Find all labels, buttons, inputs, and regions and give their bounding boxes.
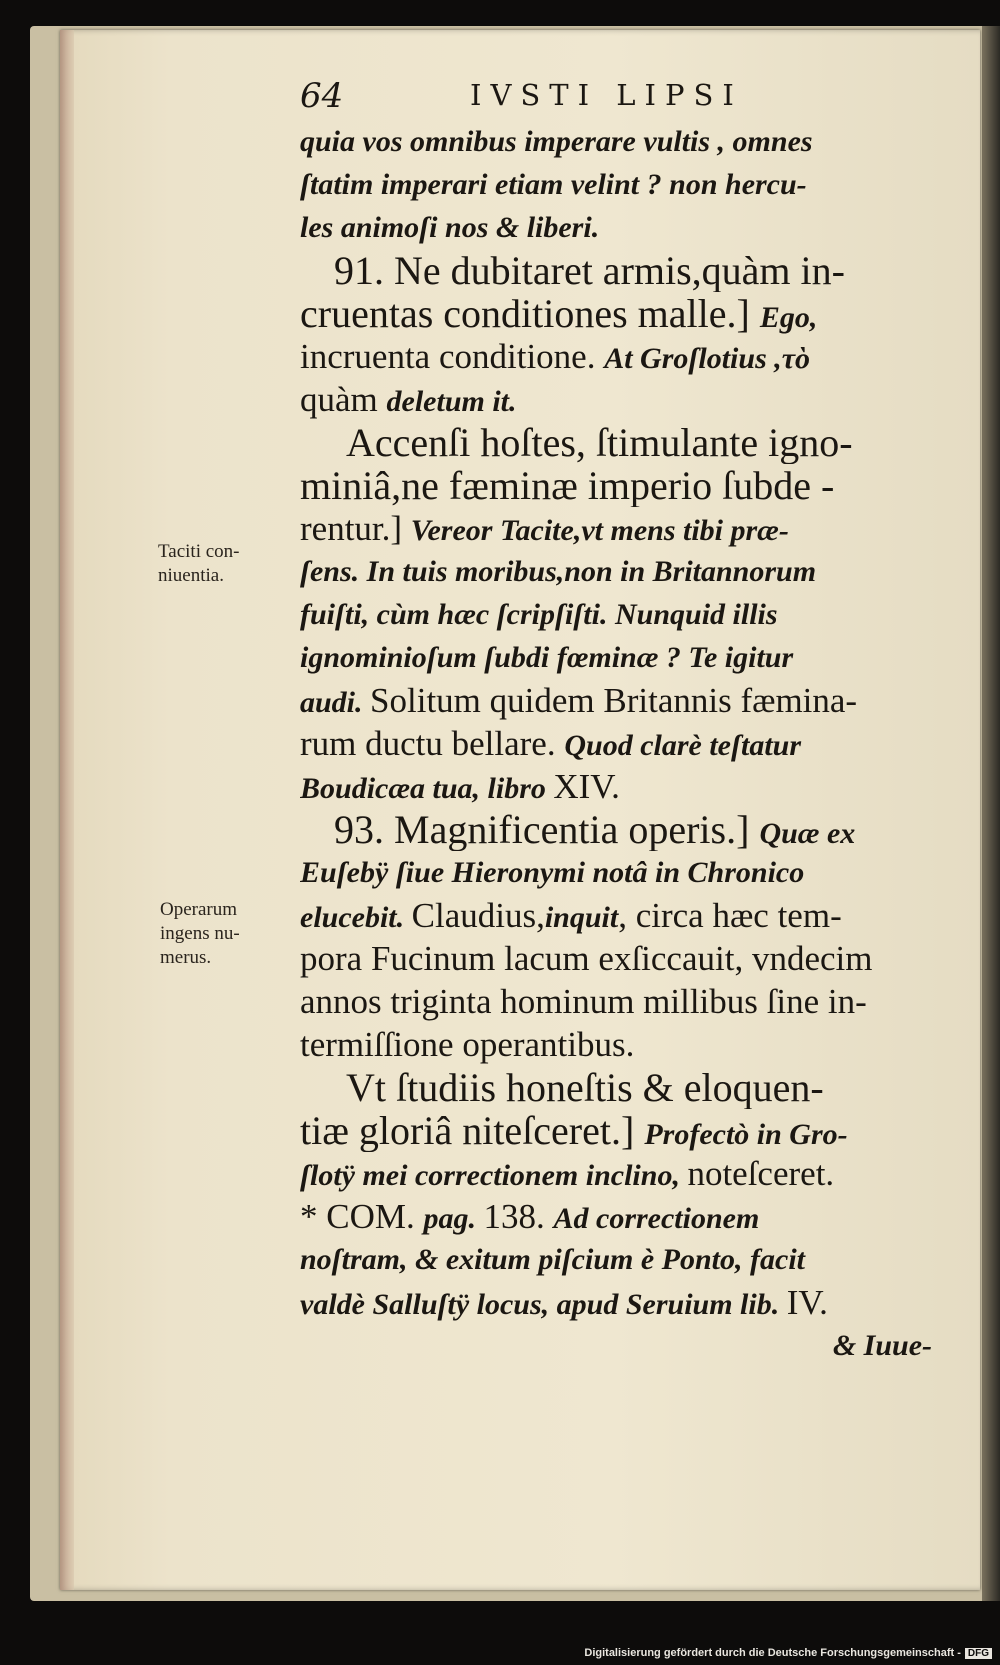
italic-text: Profectò in Gro- [644, 1118, 848, 1151]
roman-text: XIV. [553, 767, 620, 806]
margin-note-line: niuentia. [158, 565, 224, 586]
italic-text: ſens. In tuis moribus,non in Britannorum [300, 555, 817, 588]
body-text [300, 120, 932, 1367]
margin-note [160, 898, 240, 970]
text-line [300, 765, 932, 808]
text-line [300, 1324, 932, 1367]
text-line [300, 1281, 932, 1324]
text-line [300, 1152, 932, 1195]
margin-note [158, 540, 240, 588]
roman-text: 93. Magnificentia operis.] [334, 808, 760, 851]
text-line [300, 335, 932, 378]
roman-text: incruenta conditione. [300, 337, 605, 376]
text-line [300, 980, 932, 1023]
italic-text: & Iuue- [832, 1329, 932, 1362]
running-head: IVSTI LIPSI [470, 78, 743, 112]
text-line [300, 593, 932, 636]
text-line [300, 292, 932, 335]
italic-text: inquit [544, 901, 619, 934]
roman-text: quàm [300, 380, 387, 419]
roman-text: termiſſione operantibus. [300, 1025, 635, 1064]
italic-text: audi. [300, 686, 371, 719]
text-line [300, 421, 932, 464]
italic-text: pag. [423, 1202, 484, 1235]
text-line [300, 507, 932, 550]
roman-text: 138. [483, 1197, 554, 1236]
italic-text: les animoſi nos & liberi. [300, 211, 600, 244]
text-line [300, 636, 932, 679]
italic-text: Ego, [759, 301, 818, 334]
italic-text: fuiſti, cùm hæc ſcripſiſti. Nunquid illis [300, 598, 778, 631]
roman-text: Vt ſtudiis honeſtis & eloquen- [346, 1066, 824, 1109]
text-line [300, 679, 932, 722]
italic-text: Vereor Tacite,vt mens tibi præ- [410, 514, 789, 547]
italic-text: ignominioſum ſubdi fœminæ ? Te igitur [300, 641, 794, 674]
roman-text: rentur.] [300, 509, 411, 548]
italic-text: Boudicæa tua, libro [300, 772, 554, 805]
roman-text: noteſceret. [687, 1154, 835, 1193]
text-line [300, 894, 932, 937]
page-number: 64 [300, 76, 344, 116]
roman-text: rum ductu bellare. [300, 724, 565, 763]
roman-text: * COM. [300, 1197, 424, 1236]
italic-text: noſtram, & exitum piſcium è Ponto, facit [300, 1243, 805, 1276]
italic-text: valdè Salluſtÿ locus, apud Seruium lib. [300, 1288, 787, 1321]
text-line [300, 378, 932, 421]
text-line [300, 937, 932, 980]
dfg-logo: DFG [965, 1648, 992, 1659]
roman-text: miniâ,ne fæminæ imperio ſubde - [300, 464, 835, 507]
italic-text: ſlotÿ mei correctionem inclino, [300, 1159, 688, 1192]
footer-credit [584, 1647, 992, 1659]
text-line [300, 206, 932, 249]
text-line [300, 1238, 932, 1281]
page-header [300, 76, 920, 122]
margin-note-line: ingens nu- [160, 923, 240, 944]
text-line [300, 1195, 932, 1238]
text-line [300, 1023, 932, 1066]
text-line [300, 1066, 932, 1109]
margin-note-line: Operarum [160, 899, 238, 920]
roman-text: Solitum quidem Britannis fæmina- [370, 681, 858, 720]
book-spine [982, 26, 1000, 1601]
text-line [300, 464, 932, 507]
roman-text: tiæ gloriâ niteſceret.] [300, 1109, 645, 1152]
italic-text: elucebit. [300, 901, 412, 934]
italic-text: quia vos omnibus imperare vultis , omnes [300, 125, 813, 158]
roman-text: Claudius, [411, 896, 545, 935]
page-edge [60, 30, 74, 1590]
roman-text: , circa hæc tem- [618, 896, 842, 935]
margin-note-line: merus. [160, 947, 212, 968]
italic-text: deletum it. [386, 385, 517, 418]
roman-text: 91. Ne dubitaret armis,quàm in- [334, 249, 845, 292]
italic-text: Ad correctionem [553, 1202, 760, 1235]
margin-note-line: Taciti con- [158, 541, 240, 562]
roman-text: annos triginta hominum millibus ſine in- [300, 982, 867, 1021]
text-line [300, 120, 932, 163]
roman-text: IV. [786, 1283, 828, 1322]
italic-text: Quæ ex [759, 817, 856, 850]
text-line [300, 249, 932, 292]
italic-text: Quod clarè teſtatur [564, 729, 802, 762]
roman-text: Accenſi hoſtes, ſtimulante igno- [346, 421, 853, 464]
text-line [300, 851, 932, 894]
text-line [300, 550, 932, 593]
text-line [300, 722, 932, 765]
footer-text: Digitalisierung gefördert durch die Deutsche Forschungsgemeinschaft - [584, 1647, 961, 1659]
italic-text: Euſebÿ ſiue Hieronymi notâ in Chronico [300, 856, 805, 889]
text-line [300, 1109, 932, 1152]
roman-text: cruentas conditiones malle.] [300, 292, 760, 335]
text-line [300, 163, 932, 206]
roman-text: pora Fucinum lacum exſiccauit, vndecim [300, 939, 873, 978]
text-line [300, 808, 932, 851]
italic-text: ſtatim imperari etiam velint ? non hercu- [300, 168, 807, 201]
italic-text: At Groſlotius ,τὸ [604, 342, 811, 375]
